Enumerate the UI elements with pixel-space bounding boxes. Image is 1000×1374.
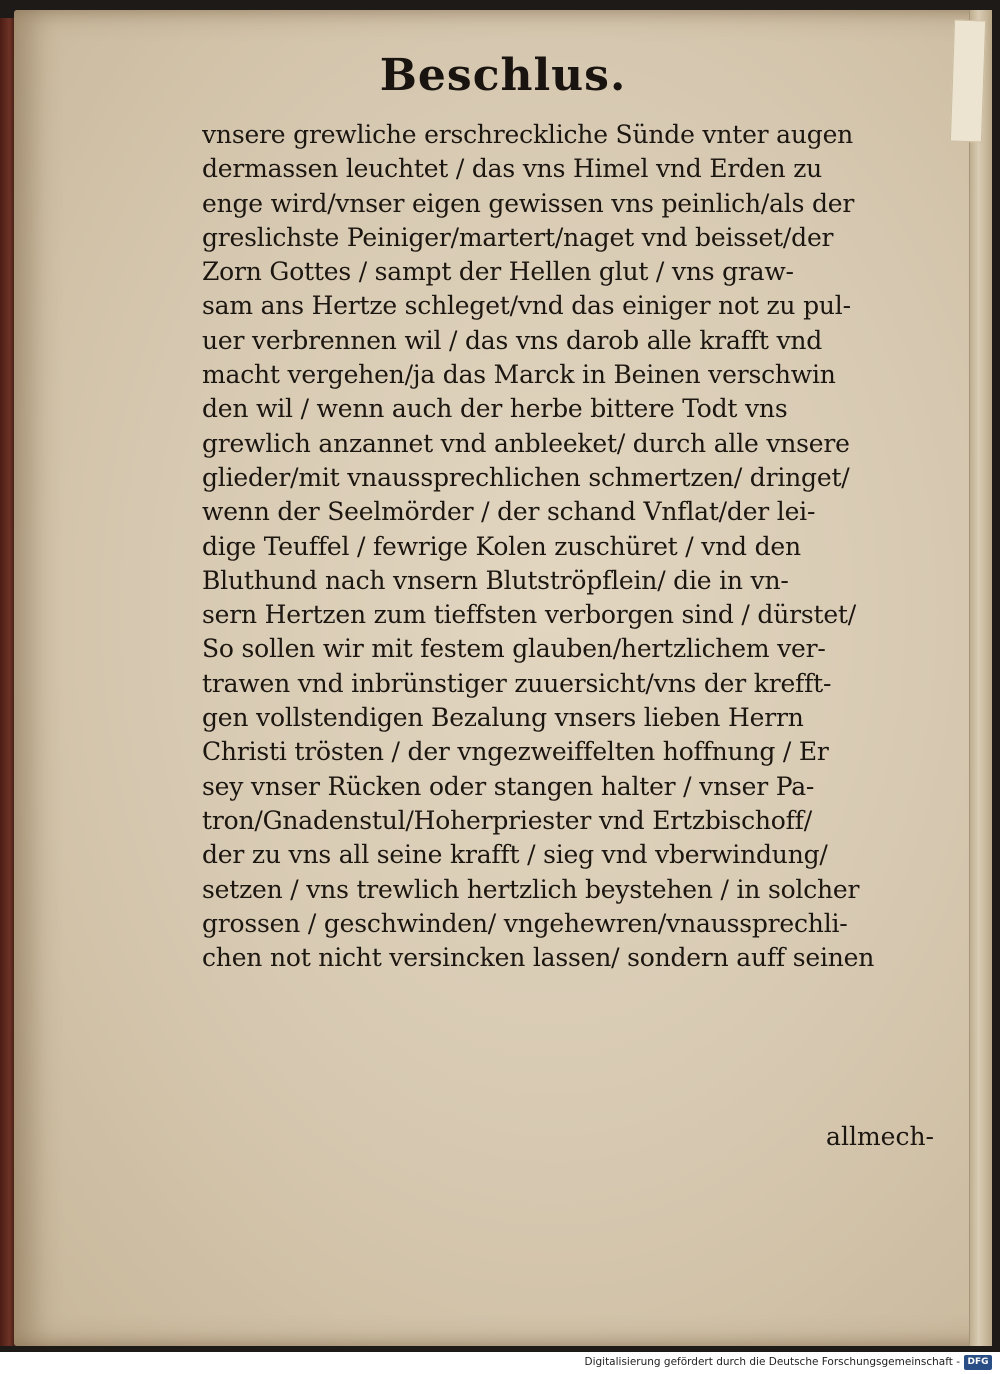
text-line: trawen vnd inbrünstiger zuuersicht/vns der krefft-: [202, 668, 832, 698]
text-line: enge wird/vnser eigen gewissen vns peinlich/als der: [202, 188, 855, 218]
text-line: Zorn Gottes / sampt der Hellen glut / vns graw-: [202, 257, 794, 287]
text-line: So sollen wir mit festem glauben/hertzlichem ver-: [202, 634, 826, 664]
text-line: sern Hertzen zum tieffsten verborgen sind / dürstet/: [202, 600, 856, 630]
page-header: Beschlus.: [379, 50, 627, 101]
text-line: macht vergehen/ja das Marck in Beinen verschwin: [202, 360, 836, 390]
text-line: den wil / wenn auch der herbe bittere Todt vns: [202, 394, 788, 424]
catchword: allmech-: [826, 1122, 934, 1151]
text-line: tron/Gnadenstul/Hoherpriester vnd Ertzbischoff/: [202, 805, 812, 835]
page-fore-edge: [969, 10, 992, 1346]
text-line: dige Teuffel / fewrige Kolen zuschüret / vnd den: [202, 531, 801, 561]
text-line: gen vollstendigen Bezalung vnsers lieben Herrn: [202, 703, 804, 733]
funding-credit: Digitalisierung gefördert durch die Deutsche Forschungsgemeinschaft -: [584, 1356, 960, 1368]
text-line: glieder/mit vnaussprechlichen schmertzen/ dringet/: [202, 462, 850, 492]
credit-bar: [0, 1352, 1000, 1374]
text-line: uer verbrennen wil / das vns darob alle krafft vnd: [202, 325, 823, 355]
text-line: dermassen leuchtet / das vns Himel vnd Erden zu: [202, 154, 823, 184]
text-line: chen not nicht versincken lassen/ sondern auff seinen: [202, 943, 875, 973]
text-line: sey vnser Rücken oder stangen halter / vnser Pa-: [202, 771, 815, 801]
dfg-logo: DFG: [964, 1355, 992, 1370]
text-line: vnsere grewliche erschreckliche Sünde vnter augen: [202, 120, 854, 149]
text-line: greslichste Peiniger/martert/naget vnd beisset/der: [202, 222, 834, 252]
text-line: setzen / vns trewlich hertzlich beystehen / in solcher: [202, 874, 860, 904]
text-line: grewlich anzannet vnd anbleeket/ durch alle vnsere: [202, 428, 850, 458]
body-text: [202, 118, 932, 975]
text-line: Bluthund nach vnsern Blutströpflein/ die in vn-: [202, 565, 789, 595]
book-page: [14, 10, 992, 1346]
text-line: sam ans Hertze schleget/vnd das einiger not zu pul-: [202, 291, 851, 321]
text-line: grossen / geschwinden/ vngehewren/vnaussprechli-: [202, 908, 848, 938]
text-line: wenn der Seelmörder / der schand Vnflat/der lei-: [202, 497, 816, 527]
text-line: Christi trösten / der vngezweiffelten hoffnung / Er: [202, 737, 829, 767]
text-line: der zu vns all seine krafft / sieg vnd vberwindung/: [202, 840, 828, 870]
